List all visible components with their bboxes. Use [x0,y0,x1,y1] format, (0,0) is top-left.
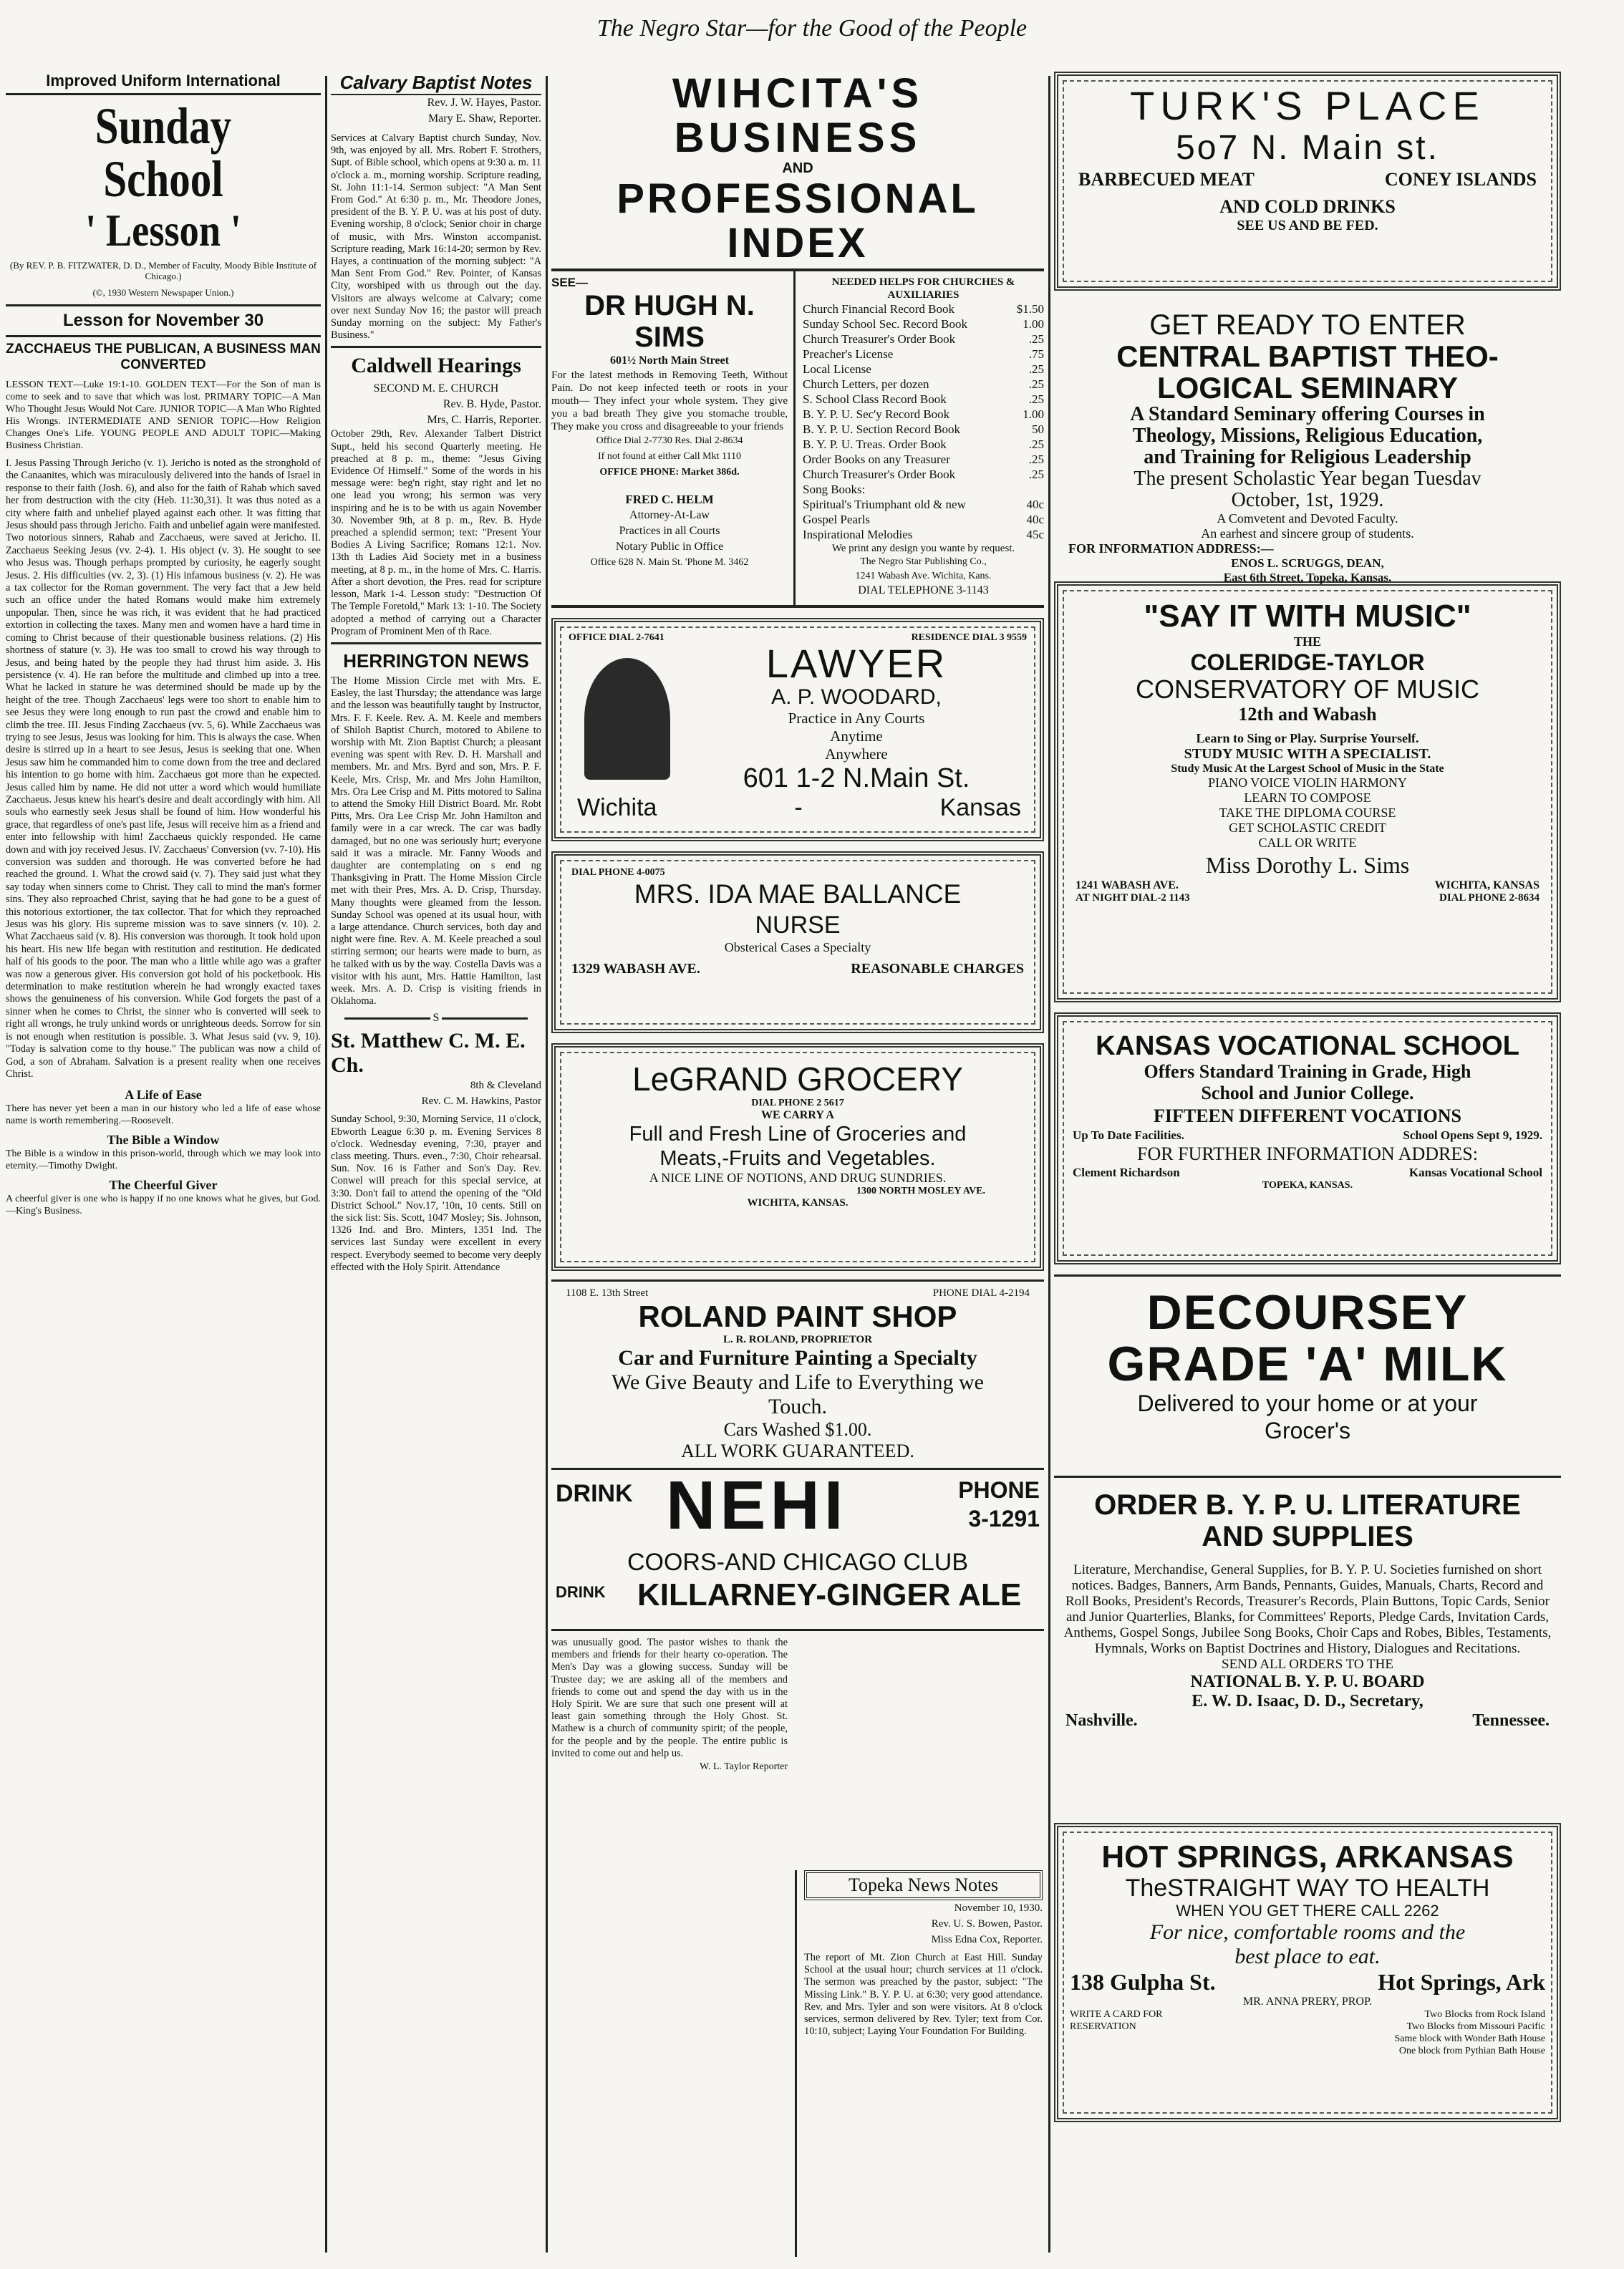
helps-item [803,482,1044,497]
herrington-heading: HERRINGTON NEWS [343,649,529,672]
calvary-heading: Calvary Baptist Notes [331,72,541,95]
music-dial: DIAL PHONE 2-8634 [1439,892,1540,904]
helps-item-price: .25 [1028,377,1044,391]
caldwell-heading: Caldwell Hearings [351,354,521,378]
seminary-title-1: CENTRAL BAPTIST THEO- [1116,339,1499,373]
sims-office-dial: Office Dial 2-7730 Res. Dial 2-8634 [596,435,743,446]
helps-item-price: 1.00 [1023,407,1044,421]
sunday-school-column [6,72,321,2255]
roland-line-1: Car and Furniture Painting a Specialty [618,1346,977,1370]
helps-item-price: .25 [1028,392,1044,406]
music-night-dial: AT NIGHT DIAL-2 1143 [1076,892,1190,904]
life-of-ease-body: There has never yet been a man in our history who led a life of ease whose name is worth remembering.—Roosevelt. [6,1103,321,1127]
helps-item-price: 40c [1026,513,1044,526]
stmatthew-pastor: Rev. C. M. Hawkins, Pastor [421,1095,541,1108]
bypu-body: Literature, Merchandise, General Supplies, for B. Y. P. U. Societies furnished on short notices. Badges, Banners, Arm Bands, Pennants, Guides, Manuals, Charts, Record and Roll Books, President's Records, Treasurer's Records, Plain Buttons, Topic Cards, Senior and Junior Quarterlies, Blanks, for Committees' Reports, Pledge Cards, Invitation Cards, Anthems, Gospel Songs, Jubilee Song Books, Choir Caps and Robes, Bibles, Testaments, Hymnals, Works on Baptist Doctrines and History, Dialogues and Recitations. [1063,1562,1552,1656]
helm-courts: Practices in all Courts [619,525,720,537]
herrington-body: The Home Mission Circle met with Mrs. E. Easley, the last Thursday; the attendance was large and the lesson was beautifully taught by Instructor, Mrs. F. F. Keele. Rev. A. M. Keele and members of Shiloh Baptist Church, motored to Abilene to worship with Mt. Zion Baptist Church; a pleasant evening was spent with Rev. D. H. Marshall and members. Mr. and Mrs. Byrd and son, Mrs. P. F. Keele, Mrs. Crisp, Mr. and Mrs John Hamilton, Mrs. Ora Lee Crisp and M. Pitts motored to Salina to attend the Smoky Hill District Board. Mr. Robt Pitts, Mrs. Ora Lee Crisp Mr. John Hamilton and family were in a car wreck. The car was badly damaged, but no one was seriously hurt; everyone said it was a miracle. Mr. Fanny Woods and daughter are contemplating on s end ng Thanksgiving in Pratt. The Home Mission Circle met with their Pres, Mrs. A. D. Crisp, Thursday. Many thoughts were gleamed from the lesson. Sunday School was opened at its usual hour, with a large attendance. Church services, both day and night were fine. Rev. A. M. Keele preached a soul stirring sermon; our hearts were made to burn, as he talked with us by the way. Costella Davis was a visitor with his aunt, Mrs. Hattie Hamilton, last week. Mrs. A. D. Crisp is visiting friends in Oklahoma. [331,674,541,1007]
ballance-charges: REASONABLE CHARGES [851,961,1024,977]
index-row-1 [551,271,1044,608]
helps-item-name: Order Books on any Treasurer [803,453,950,466]
music-credit: GET SCHOLASTIC CREDIT [1229,821,1386,835]
nehi-brand: NEHI [666,1467,848,1544]
calvary-body: Services at Calvary Baptist church Sunday, Nov. 9th, was enjoyed by all. Mrs. Robert F. Strothers, Supt. of Bible school, which opens at 9:30 a. m. 11 o'clock a. m., morning worship. Scripture reading, St. John 11:1-14. Sermon subject: "A Man Sent From God." At 6:30 p. m., Mr. Theodore Jones, president of the B. Y. P. U. was at his post of duty. Evening worship, 8 o'clock; Senior choir in charge of music, with Mrs. Winston accompanist. Scripture reading, Mark 16:14-20; sermon by Rev. Hayes, a continuation of the morning subject: "A Man Sent From God." Rev. Pointer, of Kansas City, worshiped with us through out the day. Visitors are always welcome at Calvary; come over next Sunday Nov 16; the pastor will preach Sunday morning on the subject: My Father's Business." [331,132,541,342]
ballance-dial: DIAL PHONE 4-0075 [571,867,665,878]
woodard-portrait [584,658,670,780]
turks-bbq: BARBECUED MEAT [1078,169,1255,190]
index-banner [551,72,1044,271]
stmatthew-location: 8th & Cleveland [470,1080,541,1092]
turks-place-ad [1054,72,1561,291]
helps-item-price: .25 [1028,362,1044,376]
hs-straight: TheSTRAIGHT WAY TO HEALTH [1125,1874,1490,1902]
sims-office-phone: OFFICE PHONE: Market 386d. [599,467,740,478]
kansas-vocational-ad [1054,1012,1561,1264]
music-study: STUDY MUSIC WITH A SPECIALIST. [1184,746,1431,762]
lesson-byline: (By REV. P. B. FITZWATER, D. D., Member of Faculty, Moody Bible Institute of Chicago.) [9,260,317,281]
caldwell-pastor: Rev. B. Hyde, Pastor. [443,398,541,411]
cheerful-giver-heading: The Cheerful Giver [109,1178,218,1193]
bypu-title-2: AND SUPPLIES [1202,1521,1413,1552]
nehi-ale: KILLARNEY-GINGER ALE [637,1577,1022,1612]
helps-item [803,332,1044,347]
lesson-subject: ZACCHAEUS THE PUBLICAN, A BUSINESS MAN CONVERTED [6,342,321,372]
helps-item-price: .25 [1028,332,1044,346]
turks-drinks: AND COLD DRINKS [1219,196,1396,217]
nehi-phone: 3-1291 [968,1506,1040,1532]
helm-title: Attorney-At-Law [629,509,710,521]
index-title-2: PROFESSIONAL INDEX [617,175,979,266]
helps-item-name: Preacher's License [803,347,894,361]
column-rule [325,76,327,2253]
woodard-office-dial: OFFICE DIAL 2-7641 [569,632,664,643]
milk-line-2: Grocer's [1265,1418,1350,1443]
turks-coney: CONEY ISLANDS [1384,169,1537,190]
kvs-line-1: Offers Standard Training in Grade, High [1144,1061,1471,1082]
helps-item-name: Gospel Pearls [803,513,870,526]
music-address: 1241 WABASH AVE. [1076,879,1179,891]
seminary-line-3: and Training for Religious Leadership [1144,446,1471,468]
topeka-news [795,1870,1043,2257]
bypu-secretary: E. W. D. Isaac, D. D., Secretary, [1192,1692,1424,1711]
lesson-copyright: (©, 1930 Western Newspaper Union.) [92,287,234,298]
stmatthew-body: Sunday School, 9:30, Morning Service, 11 o'clock, Ebworth League 6:30 p. m. Evening Services 8 o'clock. Wednesday evening, 7:30, prayer and class meeting. Thurs. even., 7:30, Choir rehearsal. Sun. Nov. 16 is Father and Son's Day. Rev. Conwel will preach for this special service, at 3:30. Don't fail to attend the opening of the "Old District School." Nov.17, '10n, 10 cents. Still on the sick list: Sis. Scott, 1047 Mosley; Sis. Johnson, 1326 Ind. and Bro. Minters, 1351 Ind. The services last Sunday were excellent in every respect. Everybody seemed to become very deeply effected with the Holy Spirit. Attendance [331,1113,541,1273]
roland-title: ROLAND PAINT SHOP [638,1300,957,1333]
lesson-title-2: ' Lesson ' [85,205,241,256]
nehi-drink-2: DRINK [556,1583,606,1601]
turks-title: TURK'S PLACE [1130,83,1485,128]
index-title-1: WIHCITA'S BUSINESS [672,72,924,161]
seminary-line-7: An earhest and sincere group of students. [1201,526,1414,541]
music-diploma: TAKE THE DIPLOMA COURSE [1219,805,1396,820]
helps-note: We print any design you wante by request. [831,543,1015,554]
nehi-drink: DRINK [556,1480,633,1507]
life-of-ease-heading: A Life of Ease [125,1088,202,1103]
section-divider [331,1012,541,1025]
hs-proprietor: MR. ANNA PRERY, PROP. [1242,1995,1373,2008]
lesson-meta: LESSON TEXT—Luke 19:1-10. GOLDEN TEXT—For the Son of man is come to seek and to save that which was lost. PRIMARY TOPIC—A Man Who Thought Jesus Would Not Care. JUNIOR TOPIC—A Man Who Righted His Wrongs. INTERMEDIATE AND SENIOR TOPIC—How Religion Changes One's Life. YOUNG PEOPLE AND ADULT TOPIC—Making Business Christian. [6,379,321,451]
helps-item [803,407,1044,422]
ballance-name: MRS. IDA MAE BALLANCE [634,879,962,909]
sims-see: SEE— [551,276,589,289]
helps-item-name: S. School Class Record Book [803,392,947,406]
bypu-title-1: ORDER B. Y. P. U. LITERATURE [1094,1489,1521,1521]
topeka-body: The report of Mt. Zion Church at East Hill. Sunday School at the usual hour; church services at 11 o'clock. The sermon was preached by the pastor, subject: "The Missing Link." B. Y. P. U. at 6:30; very good attendance. Rev. and Mrs. Tyler and son were visitors. At 8 o'clock services, sermon delivered by Rev. Tyler; text from Cor. 10:10, subject; Laying Your Foundation For Building. [804,1952,1043,2038]
sims-address: 601½ North Main Street [610,354,729,367]
music-name-1: COLERIDGE-TAYLOR [1190,649,1425,675]
bypu-state: Tennessee. [1472,1711,1550,1730]
music-location: 12th and Wabash [1238,704,1377,725]
decoursey-milk-ad [1054,1274,1561,1478]
continued-signature: W. L. Taylor Reporter [699,1761,788,1773]
index-and: AND [782,160,813,176]
helm-notary: Notary Public in Office [615,541,724,553]
caldwell-church: SECOND M. E. CHURCH [373,382,499,395]
helps-item-name: B. Y. P. U. Sec'y Record Book [803,407,950,421]
masthead [0,0,1624,69]
divider-mark: S [432,1012,440,1025]
ballance-role: NURSE [755,911,841,939]
kvs-name: Clement Richardson [1073,1166,1180,1179]
topeka-pastor: Rev. U. S. Bowen, Pastor. [931,1918,1043,1930]
continued-body: was unusually good. The pastor wishes to thank the members and friends for their hearty co-operation. The Men's Day was a glowing success. Sunday will be Trustee day; we are asking all of the members and friends to come out and spend the day with us in the Holy Spirit. We are sure that such one present will at least gain something through the Holy Ghost. St. Mathew is a church of community spirit; of the people, for the people and by the people. The entire public is invited to come out and help us. [551,1637,788,1759]
music-study-2: Study Music At the Largest School of Music in the State [1171,763,1444,775]
legrand-line-1: Full and Fresh Line of Groceries and [629,1123,967,1146]
helps-item-name: Sunday School Sec. Record Book [803,317,967,331]
caldwell-body: October 29th, Rev. Alexander Talbert District Supt., held his second Quarterly meeting. He preached at 8 p. m., theme: "Jesus Giving Evidence Of Himself." Some of the words in his message were: beg'n right, stay right and let no one lead you wrong; his sermon was very inspiring and he is to be with us again November 30. November 9th, at 8 p. m., Rev. B. Hyde preached a splendid sermon; text: "Present Your Bodies A Living Sacrifice; Romans 12:1. Nov. 13th th Ladies Aid Society met in a business meeting, at 8 p. m., in the home of Mrs. C. Harris. After a short devotion, the Pres. read for scripture lesson, Mark 1-4. Lesson study: "Destruction Of The Temple Foretold," Mark 13: 1-10. The Society adopted a method of carrying out a Character Program of Prominent Men of th Race. [331,428,541,637]
seminary-line-5: October, 1st, 1929. [1231,489,1384,511]
helps-item-name: Church Letters, per dozen [803,377,929,391]
seminary-line-1: A Standard Seminary offering Courses in [1130,403,1485,425]
seminary-line-6: A Comvetent and Devoted Faculty. [1217,511,1398,526]
topeka-reporter: Miss Edna Cox, Reporter. [931,1934,1043,1945]
hs-rooms-1: For nice, comfortable rooms and the [1149,1920,1466,1944]
bypu-board: NATIONAL B. Y. P. U. BOARD [1190,1673,1425,1691]
roland-line-2: We Give Beauty and Life to Everything we Touch. [612,1370,984,1418]
bypu-city: Nashville. [1065,1711,1138,1730]
music-city: WICHITA, KANSAS [1434,879,1540,891]
roland-guarantee: ALL WORK GUARANTEED. [681,1441,914,1461]
helps-item [803,362,1044,377]
column-rule [546,76,548,2253]
helm-office: Office 628 N. Main St. 'Phone M. 3462 [590,557,749,568]
helps-item-price: 40c [1026,498,1044,511]
music-name-2: CONSERVATORY OF MUSIC [1135,674,1480,704]
legrand-address: 1300 NORTH MOSLEY AVE. [856,1186,985,1196]
ballance-ad [551,851,1044,1033]
bible-window-body: The Bible is a window in this prison-world, through which we may look into eternity.—Timothy Dwight. [6,1148,321,1172]
helps-item-name: Church Financial Record Book [803,302,954,316]
hs-call: WHEN YOU GET THERE CALL 2262 [1176,1902,1439,1920]
hs-pyth: One block from Pythian Bath House [1398,2046,1545,2056]
woodard-anywhere: Anywhere [825,745,888,763]
hs-address: 138 Gulpha St. [1070,1969,1216,1995]
bible-window-heading: The Bible a Window [107,1133,220,1148]
helps-item-name: Song Books: [803,483,866,496]
legrand-line-2: Meats,-Fruits and Vegetables. [659,1147,936,1170]
woodard-city: Wichita [577,794,657,821]
helps-item [803,452,1044,467]
turks-address: 5o7 N. Main st. [1176,129,1439,167]
helps-item-name: Church Treasurer's Order Book [803,332,956,346]
woodard-residence-dial: RESIDENCE DIAL 3 9559 [911,632,1027,643]
conservatory-ad [1054,581,1561,1002]
helps-item-name: Spiritual's Triumphant old & new [803,498,966,511]
music-the: THE [1293,634,1321,649]
helps-item [803,467,1044,482]
caldwell-reporter: Mrs, C. Harris, Reporter. [427,414,541,427]
hs-rock: Two Blocks from Rock Island [1424,2009,1545,2020]
topeka-heading: Topeka News Notes [804,1870,1043,1900]
helps-publisher: The Negro Star Publishing Co., [860,556,987,567]
music-learn: Learn to Sing or Play. Surprise Yourself. [1196,731,1419,745]
woodard-anytime: Anytime [830,727,883,745]
needed-helps-ad [796,271,1044,605]
music-piano: PIANO VOICE VIOLIN HARMONY [1208,775,1407,790]
roland-ad [551,1279,1044,1468]
seminary-ready: GET READY TO ENTER [1149,309,1466,341]
roland-cars: Cars Washed $1.00. [723,1419,872,1440]
helps-item-price: .25 [1028,468,1044,481]
lesson-body: I. Jesus Passing Through Jericho (v. 1). Jericho is noted as the stronghold of the Canaanites, which was miraculously delivered into the hands of Israel in response to their faith (Josh. 6), and also for the faith of Rahab which saved her from destruction with the city (Heb. 11:30,31). It was thus noted as a city where faith and unbelief played against each other. It was fitting that Jesus should pass through Jericho. Faith and unbelief again were manifested. Two notorious sinners, Rahab and Zacchaeus, were saved at Jericho. II. Zacchaeus Seeking Jesus (vv. 2-4). 1. His object (v. 3). He sought to see who Jesus was. Though perhaps prompted by curiosity, he eagerly sought Jesus. 2. His difficulties (vv. 2, 3). (1) His infamous business (v. 2). He was a tax collector for the Roman government. The very fact that a Jew held such an office under the hated Romans would make him extremely unpopular. Then, since he was rich, it was evident that he had practiced extortion in collecting the taxes. Many men and women have a hard time in coming to Christ because of their questionable business relations. (2) His shortness of stature (v. 3). He was too small to crowd his way through to Jesus, and being hated by the people they had thrust him aside. 3. His persistence (v. 4). He ran before the multitude and climbed up into a tree. What he lacked in stature he was determined should be made up by the height of the tree. Though Zacchaeus' legs were too short to enable him to see Jesus they were long enough to run past the crowd and enable him to climb the tree. III. Jesus Finding Zacchaeus (vv. 5, 6). While Zacchaeus was trying to see Jesus, Jesus was looking for him. This is always the case. When desire is stirred up in a heart to see Jesus, Jesus is seeking that one. When Jesus saw him he commanded him to come down from the tree and declared his intention to go home with him. Zacchaeus got more than he expected. Jesus called him by name. He did not utter a word which would humiliate Zacchaeus. Jesus knew his heart's desire and dealt accordingly with him. All souls who earnestly seek Jesus shall be found of him. How wonderful his grace, that regardless of one's past life, Jesus will receive him as a friend and enter into fellowship with him! Zacchaeus quickly responded. He came down and with joy received Jesus. IV. Zacchaeus' Conversion (vv. 7-10). His conversion was sudden and thorough. He was converted before he had reached the ground. 1. What the crowd said (v. 7). They said just what they say today when sinners come to Christ. They call to mind the man's former sins. They also reproached Christ, saying that he had gone to be a guest of this notorious extortioner, the tax collector. That for which they reproached Jesus was his glory. His supreme mission was to save sinners (v. 10). 2. What Zacchaeus said (v. 8). His conversion was thorough. It took hold upon his heart. His new life began with restitution and restitution. He dedicated half of his goods to the poor. The man who a little while ago was a grafter was now a generous giver. His conversion got hold of his pocketbook. His determination to make restitution wherein he had wrongly exacted taxes shows the genuineness of his conversion. While God forgets the past of a sinner when he comes to Christ, the sinner who is converted will seek to right all wrongs, he truly unkind words or unrighteous deeds. Sorrow for sin is not enough when restitution is possible. 3. What Jesus said (vv. 9, 10). "Today is salvation come to thy house." The publican was now a child of God, a son of Abraham. Salvation is a present reality when one receives Christ. [6,458,321,1080]
kvs-title: KANSAS VOCATIONAL SCHOOL [1096,1031,1519,1061]
helps-item [803,527,1044,542]
helps-item [803,377,1044,392]
nehi-club: COORS-AND CHICAGO CLUB [627,1549,969,1576]
helm-name: FRED C. HELM [625,493,714,506]
milk-title-1: DECOURSEY [1146,1285,1469,1340]
column-rule [1048,76,1050,2253]
helps-item [803,512,1044,527]
helps-item-price: .25 [1028,437,1044,451]
stmatthew-heading: St. Matthew C. M. E. Ch. [331,1029,526,1078]
roland-phone: PHONE DIAL 4-2194 [932,1287,1030,1299]
helps-item-price: 1.00 [1023,317,1044,331]
calvary-pastor: Rev. J. W. Hayes, Pastor. [427,97,541,109]
helps-dial: DIAL TELEPHONE 3-1143 [858,584,989,596]
music-teacher: Miss Dorothy L. Sims [1205,852,1410,878]
helps-item-price: 45c [1026,528,1044,541]
kvs-facilities: Up To Date Facilities. [1073,1128,1184,1142]
woodard-state: Kansas [939,794,1021,821]
kvs-city: TOPEKA, KANSAS. [1262,1180,1353,1191]
hot-springs-ad [1054,1823,1561,2122]
helps-list [803,301,1044,542]
kvs-school: Kansas Vocational School [1408,1166,1542,1179]
lesson-kicker: Improved Uniform International [6,72,321,95]
kvs-opens: School Opens Sept 9, 1929. [1403,1128,1542,1142]
legrand-city: WICHITA, KANSAS. [747,1197,849,1209]
helps-item-name: Church Treasurer's Order Book [803,468,956,481]
roland-address: 1108 E. 13th Street [566,1287,649,1299]
legrand-dial: DIAL PHONE 2 5617 [751,1098,844,1108]
seminary-ad [1054,305,1561,584]
woodard-title: LAWYER [765,641,947,686]
helps-item [803,497,1044,512]
helps-item-name: Local License [803,362,871,376]
bypu-ad [1054,1485,1561,1816]
music-compose: LEARN TO COMPOSE [1244,790,1371,805]
hs-rooms-2: best place to eat. [1234,1945,1381,1968]
helps-item-name: Inspirational Melodies [803,528,913,541]
woodard-ad: OFFICE DIAL 2-7641 RESIDENCE DIAL 3 9559 LAWYER A. P. WOODARD, Practice in Any Courts Anytime Anywhere 601 1-2 N.Main St. Wichita - Kansas [551,618,1044,841]
helps-item [803,392,1044,407]
helps-address: 1241 Wabash Ave. Wichita, Kans. [855,571,992,581]
helps-item-price: .25 [1028,453,1044,466]
helps-item-price: .75 [1028,347,1044,361]
hs-write: WRITE A CARD FOR RESERVATION [1070,2009,1163,2032]
roland-proprietor: L. R. ROLAND, PROPRIETOR [722,1334,873,1345]
lesson-title: Sunday School [95,97,232,208]
helps-item [803,316,1044,332]
lesson-date-heading: Lesson for November 30 [62,311,264,330]
seminary-title-2: LOGICAL SEMINARY [1156,371,1459,405]
helps-item-name: B. Y. P. U. Section Record Book [803,422,961,436]
cheerful-giver-body: A cheerful giver is one who is happy if no one knows what he gives, but God.—King's Business. [6,1194,321,1217]
legrand-notions: A NICE LINE OF NOTIONS, AND DRUG SUNDRIES. [649,1171,947,1185]
masthead-title: The Negro Star—for the Good of the People [596,15,1028,42]
seminary-line-4: The present Scholastic Year began Tuesdav [1134,468,1482,490]
hs-mopac: Two Blocks from Missouri Pacific [1406,2021,1545,2032]
woodard-name: A. P. WOODARD, [771,685,942,709]
helps-item [803,437,1044,452]
helps-item-name: B. Y. P. U. Treas. Order Book [803,437,947,451]
ads-column [1054,72,1561,2255]
helps-item [803,347,1044,362]
music-call: CALL OR WRITE [1258,836,1357,850]
bottom-news [551,1637,1044,1774]
church-news-column [331,72,541,2255]
bypu-send: SEND ALL ORDERS TO THE [1222,1657,1393,1672]
seminary-address: East 6th Street, Topeka, Kansas. [1223,571,1392,584]
helps-heading: NEEDED HELPS FOR CHURCHES & AUXILIARIES [831,276,1015,301]
legrand-title: LeGRAND GROCERY [632,1060,963,1098]
sims-body: For the latest methods in Removing Teeth, Without Pain. Do not keep infected teeth or roots in your mouth— They infect your whole system. They give you a bad breath They give you stomache trouble, They make you cross and disagreeable to your friends [551,369,788,432]
stmatthew-continued [551,1637,795,1774]
woodard-address: 601 1-2 N.Main St. [743,763,970,793]
kvs-line-3: FIFTEEN DIFFERENT VOCATIONS [1153,1106,1461,1126]
seminary-info: FOR INFORMATION ADDRESS:— [1068,541,1274,556]
sims-name: DR HUGH N. SIMS [584,290,755,353]
music-slogan: "SAY IT WITH MUSIC" [1144,599,1471,634]
kvs-line-2: School and Junior College. [1201,1083,1414,1103]
legrand-carry: WE CARRY A [761,1109,834,1121]
ballance-specialty: Obsterical Cases a Specialty [724,940,871,954]
turks-see: SEE US AND BE FED. [1237,218,1378,233]
seminary-line-2: Theology, Missions, Religious Education, [1132,425,1483,447]
helps-item [803,301,1044,316]
hs-city: Hot Springs, Ark [1378,1969,1545,1995]
nehi-phone-label: PHONE [958,1477,1040,1503]
topeka-date: November 10, 1930. [954,1902,1043,1914]
seminary-dean: ENOS L. SCRUGGS, DEAN, [1231,556,1384,570]
calvary-reporter: Mary E. Shaw, Reporter. [427,112,541,125]
sims-call: If not found at either Call Mkt 1110 [598,451,741,462]
helps-item-price: 50 [1032,422,1044,436]
helps-item-price: $1.50 [1016,302,1044,316]
milk-title-2: GRADE 'A' MILK [1107,1337,1508,1391]
legrand-ad [551,1043,1044,1271]
milk-line-1: Delivered to your home or at your [1137,1390,1478,1416]
sims-ad [551,271,796,605]
woodard-practice: Practice in Any Courts [788,710,925,727]
ballance-address: 1329 WABASH AVE. [571,961,700,977]
nehi-ad [551,1468,1044,1631]
helps-item [803,422,1044,437]
kvs-info: FOR FURTHER INFORMATION ADDRES: [1137,1143,1478,1164]
hs-title: HOT SPRINGS, ARKANSAS [1101,1839,1514,1874]
hs-same: Same block with Wonder Bath House [1394,2033,1545,2044]
